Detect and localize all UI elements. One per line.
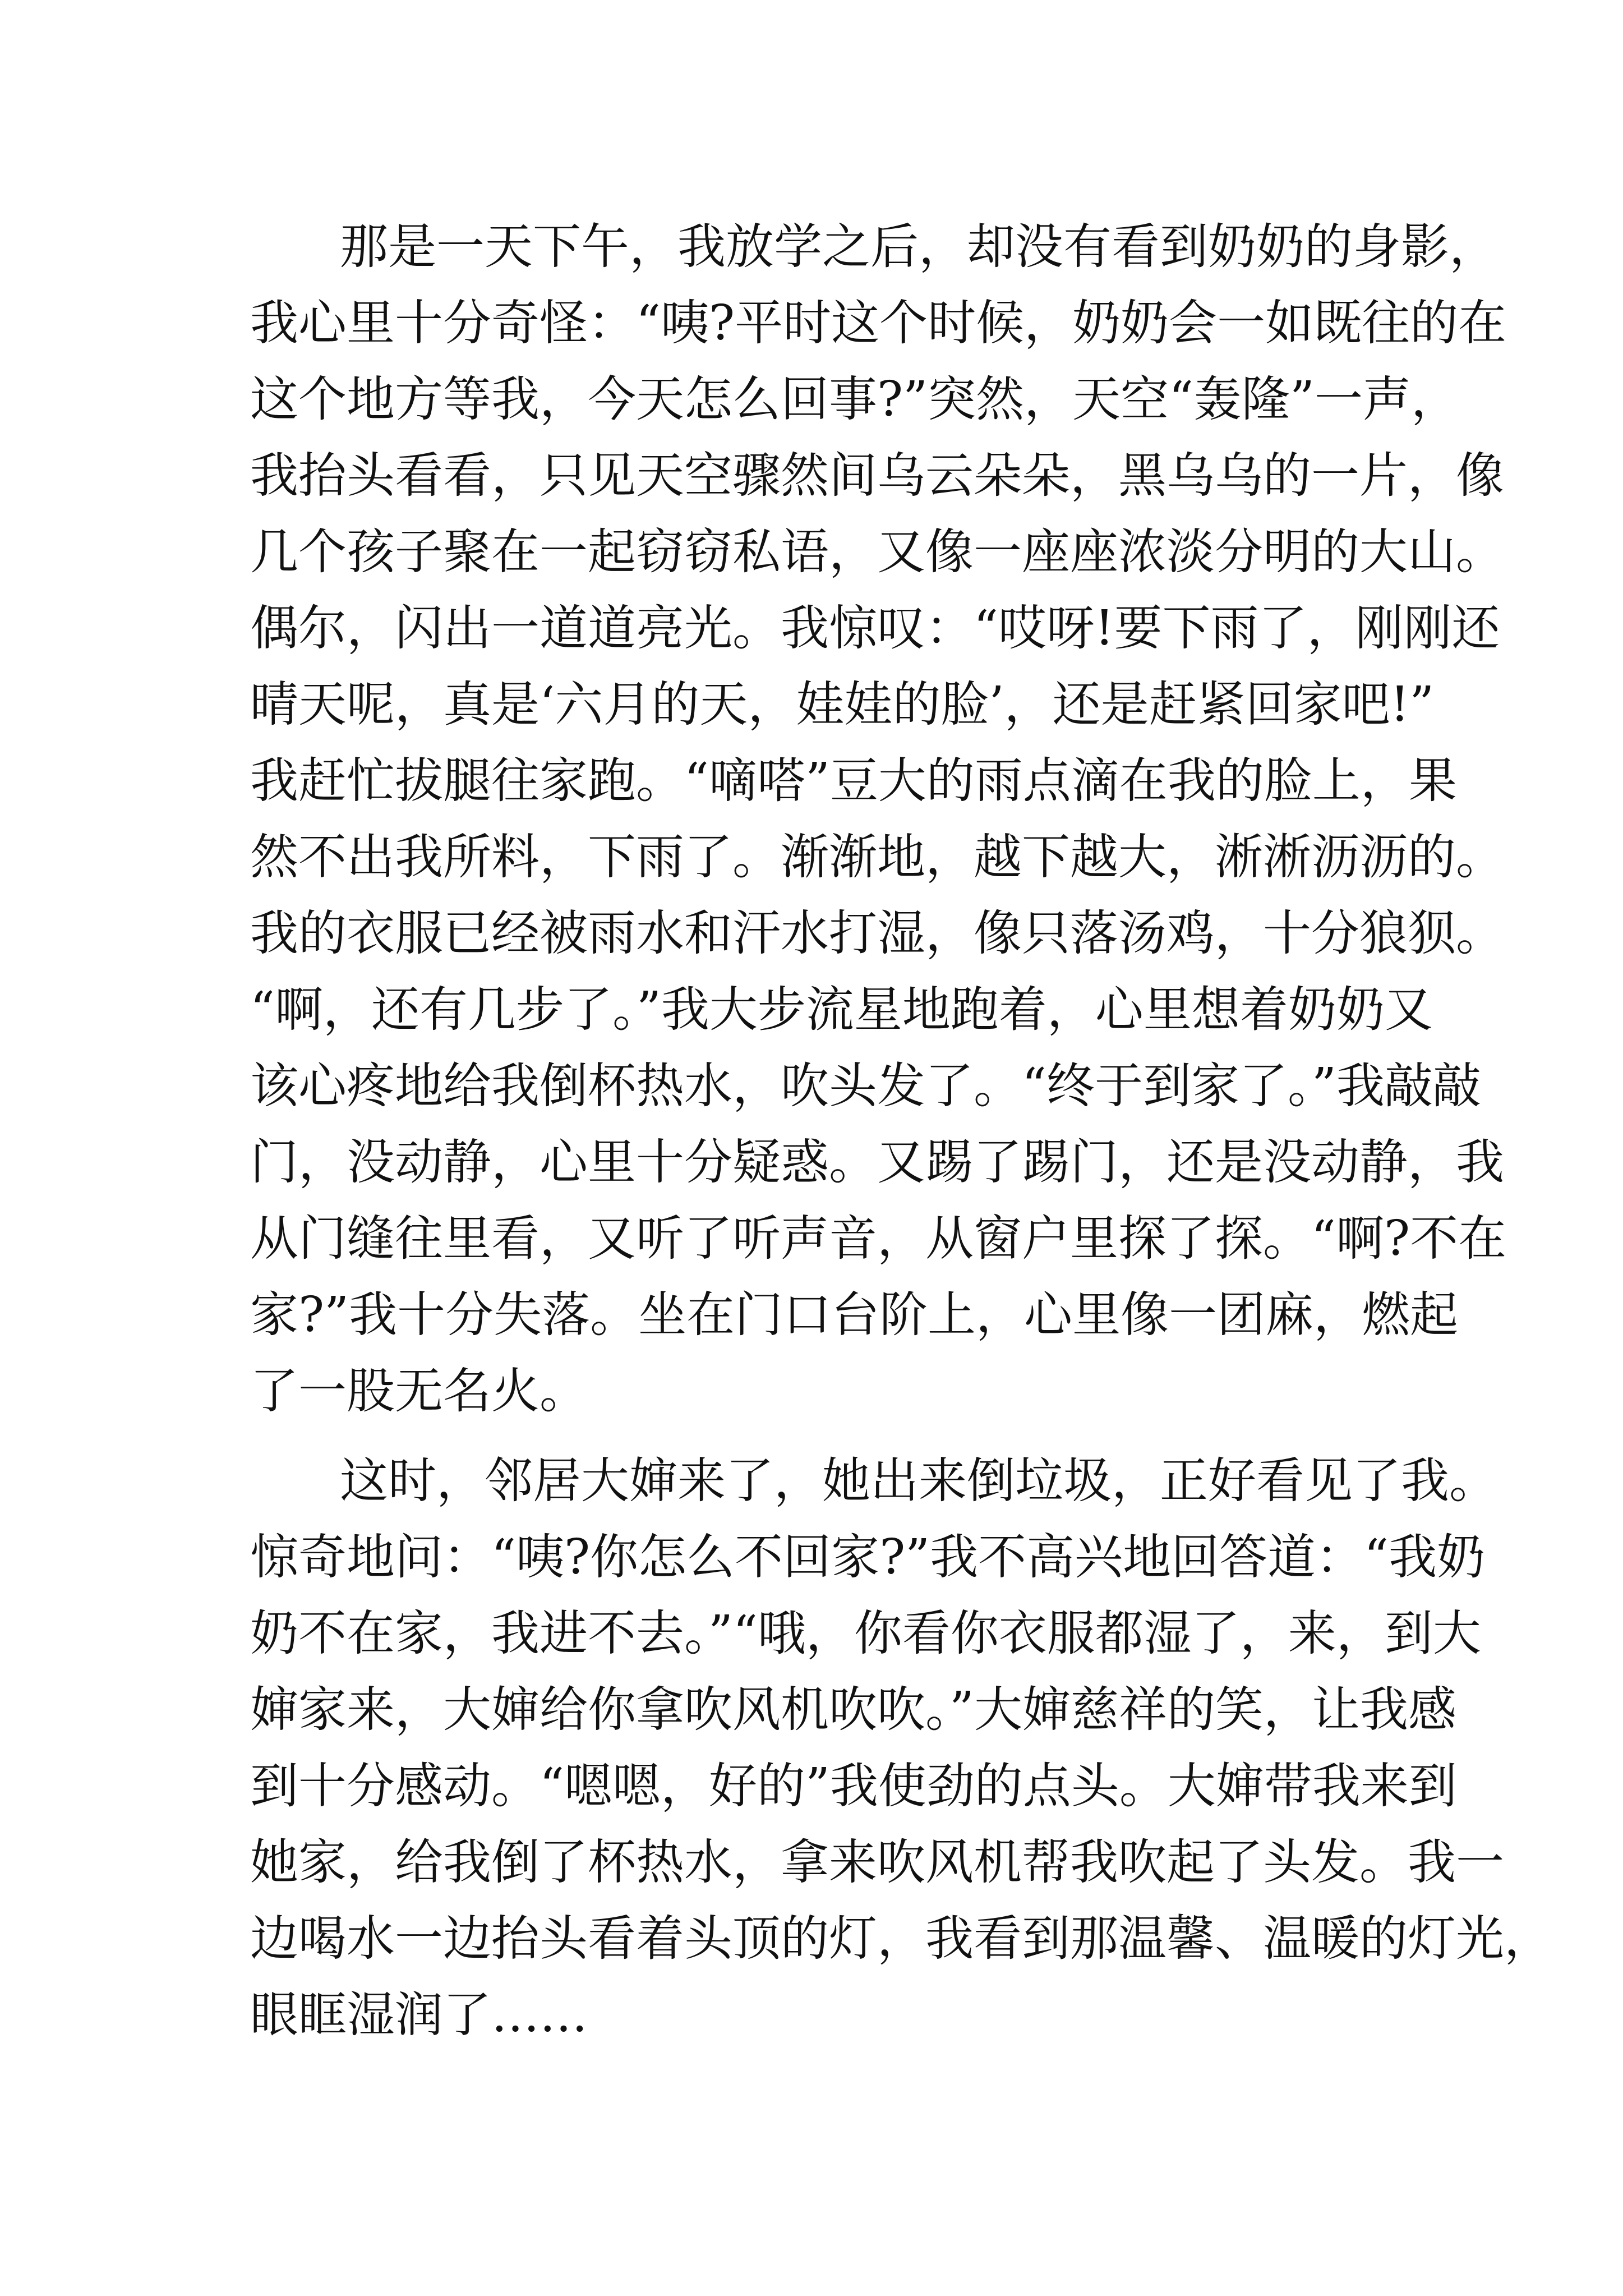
text-line: 那是一天下午，我放学之后，却没有看到奶奶的身影， [340, 219, 1497, 275]
text-line: 惊奇地问：“咦?你怎么不回家?”我不高兴地回答道：“我奶 [250, 1529, 1486, 1585]
text-line: 到十分感动。“嗯嗯，好的”我使劲的点头。大婶带我来到 [250, 1758, 1457, 1814]
text-line: 奶不在家，我进不去。”“哦，你看你衣服都湿了，来，到大 [250, 1605, 1481, 1662]
paragraph-spacer [250, 1429, 1405, 1443]
text-line: 她家，给我倒了杯热水，拿来吹风机帮我吹起了头发。我一 [250, 1834, 1504, 1890]
text-line: 边喝水一边抬头看着头顶的灯，我看到那温馨、温暖的灯光， [250, 1911, 1552, 1967]
text-line: “啊，还有几步了。”我大步流星地跑着，心里想着奶奶又 [250, 982, 1433, 1038]
text-line: 我心里十分奇怪：“咦?平时这个时候，奶奶会一如既往的在 [250, 295, 1507, 351]
text-line: 了一股无名火。 [250, 1363, 588, 1419]
text-line: 这时，邻居大婶来了，她出来倒垃圾，正好看见了我。 [340, 1453, 1497, 1509]
text-line: 该心疼地给我倒杯热水，吹头发了。“终于到家了。”我敲敲 [250, 1058, 1481, 1114]
text-line: 门，没动静，心里十分疑惑。又踢了踢门，还是没动静，我 [250, 1134, 1504, 1190]
text-line: 这个地方等我，今天怎么回事?”突然，天空“轰隆”一声， [250, 371, 1460, 427]
body-text [250, 209, 1552, 2053]
text-line: 眼眶湿润了…… [250, 1987, 588, 2043]
text-line: 我抬头看看，只见天空骤然间乌云朵朵，黑乌乌的一片，像 [250, 448, 1504, 504]
paragraph-1 [250, 209, 1507, 1429]
text-line: 然不出我所料，下雨了。渐渐地，越下越大，淅淅沥沥的。 [250, 829, 1504, 885]
text-line: 偶尔，闪出一道道亮光。我惊叹：“哎呀!要下雨了，刚刚还 [250, 600, 1500, 656]
text-line: 晴天呢，真是‘六月的天，娃娃的脸’，还是赶紧回家吧!” [250, 677, 1435, 733]
text-line: 我的衣服已经被雨水和汗水打湿，像只落汤鸡，十分狼狈。 [250, 905, 1504, 961]
text-line: 我赶忙拔腿往家跑。“嘀嗒”豆大的雨点滴在我的脸上，果 [250, 753, 1457, 809]
text-line: 婶家来，大婶给你拿吹风机吹吹。”大婶慈祥的笑，让我感 [250, 1682, 1456, 1738]
text-line: 从门缝往里看，又听了听声音，从窗户里探了探。“啊?不在 [250, 1211, 1507, 1267]
text-line: 家?”我十分失落。坐在门口台阶上，心里像一团麻，燃起 [250, 1287, 1459, 1343]
text-line: 几个孩子聚在一起窃窃私语，又像一座座浓淡分明的大山。 [250, 524, 1504, 580]
paragraph-2 [250, 1443, 1552, 2053]
